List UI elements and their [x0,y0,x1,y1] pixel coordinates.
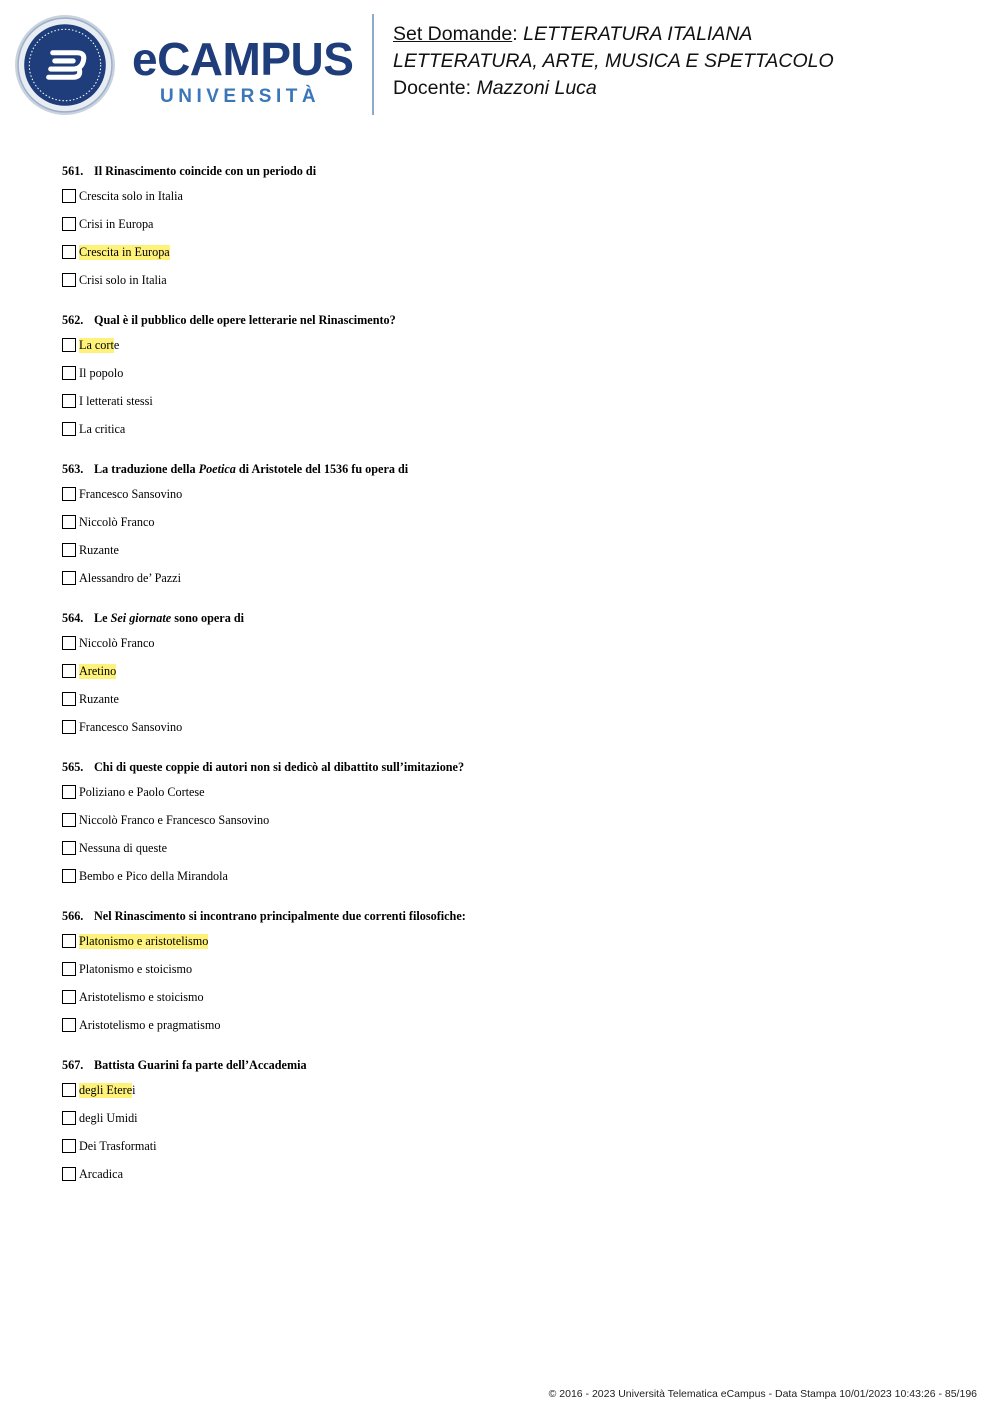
answer-checkbox[interactable] [62,841,76,855]
question-number: 566. [62,909,84,923]
question-text-end: sono opera di [171,611,245,625]
answer-option[interactable] [62,331,962,359]
question-title [62,160,962,182]
question-563 [62,458,962,592]
answer-checkbox[interactable] [62,217,76,231]
docente-name: Mazzoni Luca [476,77,597,99]
highlighted-answer-text: Crescita in Europa [79,244,170,259]
answer-checkbox[interactable] [62,813,76,827]
answer-checkbox[interactable] [62,245,76,259]
answer-option[interactable] [62,480,962,508]
question-title [62,607,962,629]
highlighted-answer-text: Aretino [79,663,117,678]
answer-option[interactable] [62,862,962,890]
answer-option[interactable] [62,778,962,806]
question-number: 561. [62,164,84,178]
logo-subtitle: UNIVERSITÀ [160,86,321,107]
answer-text: Aristotelismo e stoicismo [79,989,204,1004]
answer-checkbox[interactable] [62,962,76,976]
answer-checkbox[interactable] [62,692,76,706]
course-line-2-row [393,48,834,75]
course-line-2: LETTERATURA, ARTE, MUSICA E SPETTACOLO [393,50,834,72]
answer-option[interactable] [62,983,962,1011]
answer-option[interactable] [62,1076,962,1104]
answer-checkbox[interactable] [62,636,76,650]
question-list [62,160,962,1203]
answer-option[interactable] [62,927,962,955]
answer-checkbox[interactable] [62,543,76,557]
answer-text: Platonismo e stoicismo [79,961,193,976]
page-footer: © 2016 - 2023 Università Telematica eCampus - Data Stampa 10/01/2023 10:43:26 - 85/196 [548,1388,977,1400]
set-label: Set Domande [393,23,513,45]
answer-option[interactable] [62,685,962,713]
answer-checkbox[interactable] [62,785,76,799]
question-text: Chi di queste coppie di autori non si dedicò al dibattito sull’imitazione? [94,760,465,774]
set-separator: : [512,23,524,45]
highlighted-answer-text: degli Etere [79,1082,133,1097]
docente-label: Docente: [393,77,477,99]
answer-option[interactable] [62,1160,962,1188]
answer-text: Dei Trasformati [79,1138,157,1153]
answer-checkbox[interactable] [62,571,76,585]
answer-text: Niccolò Franco [79,635,155,650]
answer-text: Arcadica [79,1166,123,1181]
question-title [62,309,962,331]
question-564 [62,607,962,741]
question-number: 567. [62,1058,84,1072]
question-text-end: di Aristotele del 1536 fu opera di [235,462,409,476]
answer-checkbox[interactable] [62,664,76,678]
answer-text: Crisi solo in Italia [79,272,167,287]
answer-option[interactable] [62,806,962,834]
answer-text: I letterati stessi [79,393,153,408]
answer-checkbox[interactable] [62,338,76,352]
header-info [393,21,834,102]
question-561 [62,160,962,294]
answer-checkbox[interactable] [62,1111,76,1125]
question-title [62,756,962,778]
question-number: 562. [62,313,84,327]
answer-text: Poliziano e Paolo Cortese [79,784,205,799]
question-text: Qual è il pubblico delle opere letterarie nel Rinascimento? [94,313,396,327]
answer-checkbox[interactable] [62,934,76,948]
question-565 [62,756,962,890]
answer-option[interactable] [62,359,962,387]
answer-checkbox[interactable] [62,869,76,883]
answer-checkbox[interactable] [62,189,76,203]
question-title [62,1054,962,1076]
question-title [62,905,962,927]
answer-option[interactable] [62,536,962,564]
answer-option[interactable] [62,834,962,862]
question-number: 564. [62,611,84,625]
answer-text: e [113,337,120,352]
answer-text: Francesco Sansovino [79,719,183,734]
answer-checkbox[interactable] [62,366,76,380]
question-text: La traduzione della [94,462,199,476]
answer-text: Alessandro de’ Pazzi [79,570,181,585]
answer-checkbox[interactable] [62,1167,76,1181]
answer-option[interactable] [62,508,962,536]
question-566 [62,905,962,1039]
answer-option[interactable] [62,415,962,443]
answer-text: Francesco Sansovino [79,486,183,501]
answer-text: Il popolo [79,365,124,380]
question-text: Battista Guarini fa parte dell’Accademia [94,1058,307,1072]
answer-text: i [132,1082,136,1097]
answer-checkbox[interactable] [62,273,76,287]
question-text: Le [94,611,111,625]
answer-text: Niccolò Franco [79,514,155,529]
answer-text: Ruzante [79,542,119,557]
answer-checkbox[interactable] [62,515,76,529]
set-line [393,21,834,48]
answer-option[interactable] [62,1011,962,1039]
answer-checkbox[interactable] [62,990,76,1004]
ecampus-seal-logo [14,14,116,116]
answer-option[interactable] [62,266,962,294]
answer-option[interactable] [62,564,962,592]
question-text-italic: Poetica [198,462,236,476]
highlighted-answer-text: Platonismo e aristotelismo [79,933,209,948]
answer-option[interactable] [62,387,962,415]
answer-text: Crisi in Europa [79,216,154,231]
answer-checkbox[interactable] [62,1139,76,1153]
logo-wordmark: eCAMPUS [132,33,354,85]
docente-line [393,75,834,102]
question-text: Nel Rinascimento si incontrano principalmente due correnti filosofiche: [94,909,466,923]
highlighted-answer-text: La cort [79,337,114,352]
answer-option[interactable] [62,955,962,983]
answer-option[interactable] [62,713,962,741]
question-number: 565. [62,760,84,774]
answer-text: La critica [79,421,126,436]
answer-text: Ruzante [79,691,119,706]
question-text-italic: Sei giornate [110,611,172,625]
answer-option[interactable] [62,210,962,238]
answer-checkbox[interactable] [62,487,76,501]
question-title [62,458,962,480]
page-header [0,0,1000,130]
answer-option[interactable] [62,629,962,657]
answer-checkbox[interactable] [62,1083,76,1097]
answer-text: Nessuna di queste [79,840,168,855]
answer-text: Aristotelismo e pragmatismo [79,1017,221,1032]
answer-text: Niccolò Franco e Francesco Sansovino [79,812,270,827]
answer-option[interactable] [62,657,962,685]
answer-option[interactable] [62,238,962,266]
question-567 [62,1054,962,1188]
answer-checkbox[interactable] [62,720,76,734]
answer-checkbox[interactable] [62,422,76,436]
answer-text: Crescita solo in Italia [79,188,183,203]
course-line-1: LETTERATURA ITALIANA [523,23,753,45]
header-divider [372,14,374,115]
question-text: Il Rinascimento coincide con un periodo di [94,164,317,178]
answer-option[interactable] [62,1132,962,1160]
question-562 [62,309,962,443]
answer-checkbox[interactable] [62,1018,76,1032]
answer-text: Bembo e Pico della Mirandola [79,868,228,883]
answer-option[interactable] [62,182,962,210]
answer-text: degli Umidi [79,1110,138,1125]
question-number: 563. [62,462,84,476]
answer-checkbox[interactable] [62,394,76,408]
answer-option[interactable] [62,1104,962,1132]
